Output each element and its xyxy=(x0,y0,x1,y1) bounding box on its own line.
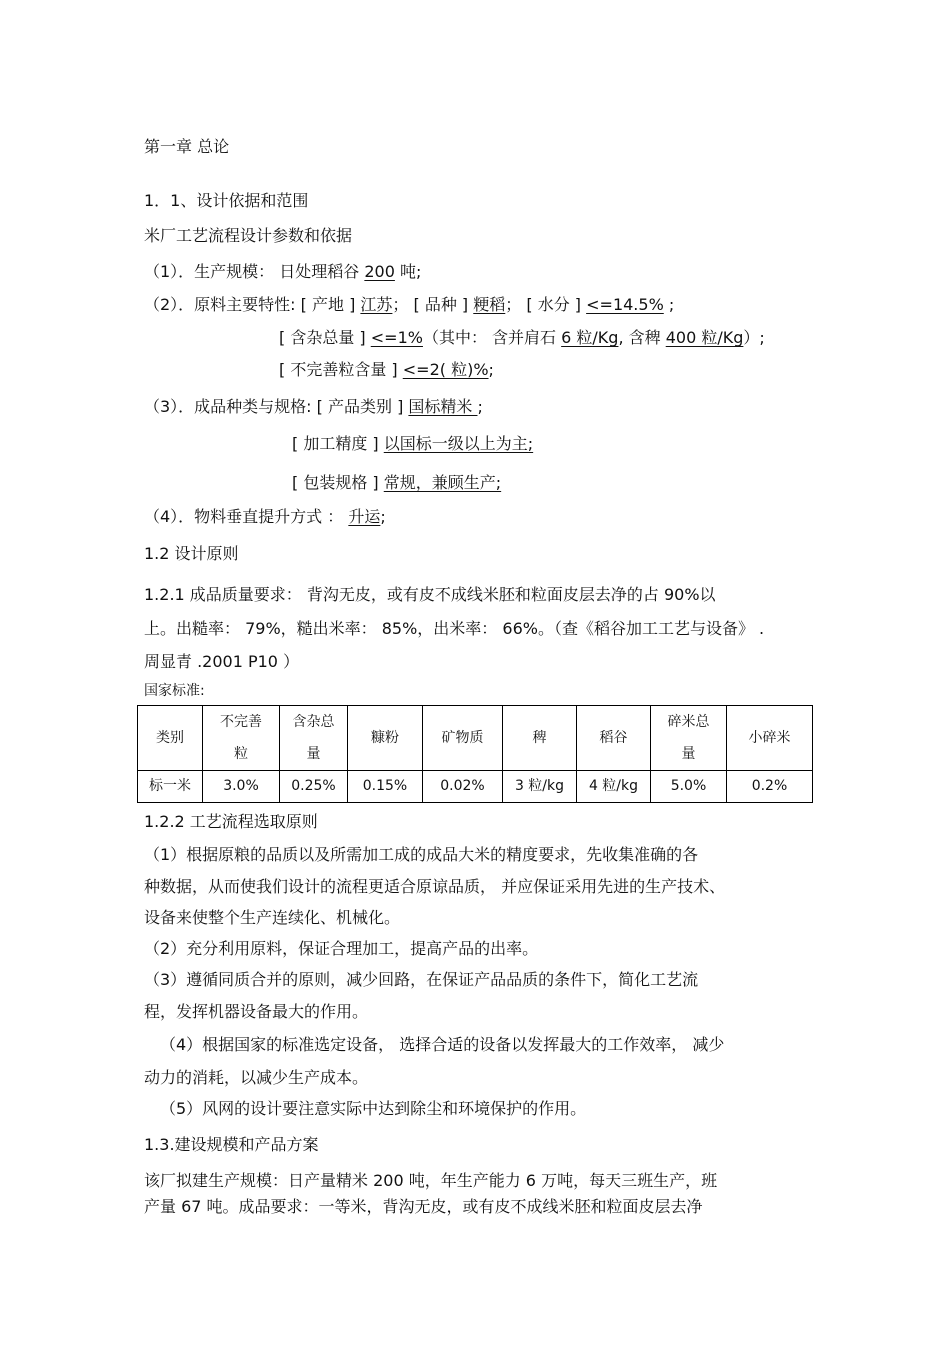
header-cell xyxy=(203,706,280,771)
chapter-title: 第一章 总论 xyxy=(144,137,230,156)
item-product-spec xyxy=(144,396,483,418)
item2-sep2: ； [ 水分 ] xyxy=(505,295,587,314)
table-cell: 标一米 xyxy=(138,771,203,803)
quality-para-line3: 周显青 .2001 P10 ） xyxy=(144,652,300,671)
header-cell xyxy=(651,706,727,771)
header-cell xyxy=(423,706,503,771)
origin-value: 江苏 xyxy=(360,295,393,314)
item2-end: ; xyxy=(663,295,675,314)
section-1-1-heading: 1．1、设计依据和范围 xyxy=(144,191,309,210)
pack-value: 常规，兼顾生产; xyxy=(383,473,502,492)
header-line: 类别 xyxy=(156,730,184,746)
scale-para-line2: 产量 67 吨。成品要求：一等米，背沟无皮，或有皮不成线米胚和粒面皮层去净 xyxy=(144,1197,703,1216)
item2-sep1: ； [ 品种 ] xyxy=(392,295,474,314)
header-line: 含杂总 xyxy=(292,714,335,730)
stone-value: 6 粒/Kg xyxy=(561,328,619,347)
quality-para-line1: 1.2.1 成品质量要求： 背沟无皮，或有皮不成线米胚和粒面皮层去净的占 90%以 xyxy=(144,585,716,604)
moisture-value: <=14.5% xyxy=(586,295,664,314)
item3-prefix: （3）．成品种类与规格: [ 产品类别 ] xyxy=(144,397,409,416)
item2-prefix: （2）．原料主要特性: [ 产地 ] xyxy=(144,295,361,314)
table-cell: 0.15% xyxy=(348,771,423,803)
impurity-detail-c: ）; xyxy=(743,328,765,347)
principle-4-line2: 动力的消耗，以减少生产成本。 xyxy=(144,1068,369,1087)
basis-title: 米厂工艺流程设计参数和依据 xyxy=(144,226,353,245)
header-line: 粒 xyxy=(234,746,248,762)
header-line: 稗 xyxy=(532,730,547,746)
item1-prefix: （1）．生产规模： 日处理稻谷 xyxy=(144,262,365,281)
lift-value: 升运 xyxy=(348,507,381,526)
table-cell: 0.25% xyxy=(280,771,348,803)
table-cell: 3 粒/kg xyxy=(503,771,577,803)
header-line: 小碎米 xyxy=(748,730,791,746)
header-line: 不完善 xyxy=(220,714,262,730)
header-line: 量 xyxy=(306,746,321,762)
impurity-label: [ 含杂总量 ] xyxy=(279,328,371,347)
header-cell xyxy=(577,706,651,771)
principle-1-line3: 设备来使整个生产连续化、机械化。 xyxy=(144,908,401,927)
item-lift-method xyxy=(144,506,386,528)
scale-para-line1: 该厂拟建生产规模：日产量精米 200 吨，年生产能力 6 万吨，每天三班生产，班 xyxy=(144,1171,718,1190)
header-line: 碎米总 xyxy=(667,714,710,730)
principle-2: （2）充分利用原料，保证合理加工，提高产品的出率。 xyxy=(144,939,539,958)
precision-value: 以国标一级以上为主; xyxy=(383,434,534,453)
principle-4-line1: （4）根据国家的标准选定设备， 选择合适的设备以发挥最大的工作效率， 减少 xyxy=(160,1035,725,1054)
header-line: 量 xyxy=(681,746,696,762)
item-raw-material xyxy=(144,294,674,316)
item4-prefix: （4）．物料垂直提升方式 ： xyxy=(144,507,349,526)
header-cell xyxy=(138,706,203,771)
impurity-detail-b: , 含稗 xyxy=(618,328,666,347)
process-principle-heading: 1.2.2 工艺流程选取原则 xyxy=(144,812,318,831)
imperfect-label: [ 不完善粒含量 ] xyxy=(279,360,403,379)
header-cell xyxy=(503,706,577,771)
quality-para-line2: 上。出糙率： 79%，糙出米率： 85%，出米率： 66%。（查《稻谷加工工艺与设备》 . xyxy=(144,619,765,638)
category-value: 国标精米 xyxy=(408,397,478,416)
barnyard-value: 400 粒/Kg xyxy=(665,328,744,347)
item4-suffix: ; xyxy=(380,507,386,526)
header-cell xyxy=(280,706,348,771)
table-header-row xyxy=(138,706,813,771)
principle-1-line1: （1）根据原粮的品质以及所需加工成的成品大米的精度要求，先收集准确的各 xyxy=(144,845,699,864)
principle-3-line2: 程，发挥机器设备最大的作用。 xyxy=(144,1002,369,1021)
section-1-2-heading: 1.2 设计原则 xyxy=(144,544,239,563)
item1-suffix: 吨; xyxy=(394,262,422,281)
header-line: 糠粉 xyxy=(371,730,399,746)
precision-line xyxy=(292,433,533,455)
table-cell: 0.02% xyxy=(423,771,503,803)
principle-3-line1: （3）遵循同质合并的原则，减少回路，在保证产品品质的条件下，简化工艺流 xyxy=(144,970,699,989)
header-cell xyxy=(727,706,813,771)
pack-line xyxy=(292,472,501,494)
table-row xyxy=(138,771,813,803)
impurity-value: <=1% xyxy=(370,328,423,347)
item3-end: ; xyxy=(477,397,483,416)
table-cell: 5.0% xyxy=(651,771,727,803)
imperfect-end: ; xyxy=(488,360,494,379)
table-cell: 3.0% xyxy=(203,771,280,803)
imperfect-value: <=2( 粒)% xyxy=(402,360,489,379)
scale-value: 200 xyxy=(364,262,395,281)
imperfect-line xyxy=(279,359,494,381)
header-line: 矿物质 xyxy=(441,730,484,746)
impurity-line xyxy=(279,327,765,349)
national-standard-label: 国家标准: xyxy=(144,683,205,699)
variety-value: 粳稻 xyxy=(473,295,506,314)
pack-label: [ 包装规格 ] xyxy=(292,473,384,492)
item-production-scale xyxy=(144,261,421,283)
table-cell: 0.2% xyxy=(727,771,813,803)
principle-1-line2: 种数据，从而使我们设计的流程更适合原谅品质， 并应保证采用先进的生产技术、 xyxy=(144,877,726,896)
table-cell: 4 粒/kg xyxy=(577,771,651,803)
impurity-detail-a: （其中： 含并肩石 xyxy=(422,328,562,347)
precision-label: [ 加工精度 ] xyxy=(292,434,384,453)
section-1-3-heading: 1.3.建设规模和产品方案 xyxy=(144,1135,319,1154)
header-line: 稻谷 xyxy=(599,730,628,746)
header-cell xyxy=(348,706,423,771)
principle-5: （5）风网的设计要注意实际中达到除尘和环境保护的作用。 xyxy=(160,1099,587,1118)
national-standard-table xyxy=(137,705,813,803)
